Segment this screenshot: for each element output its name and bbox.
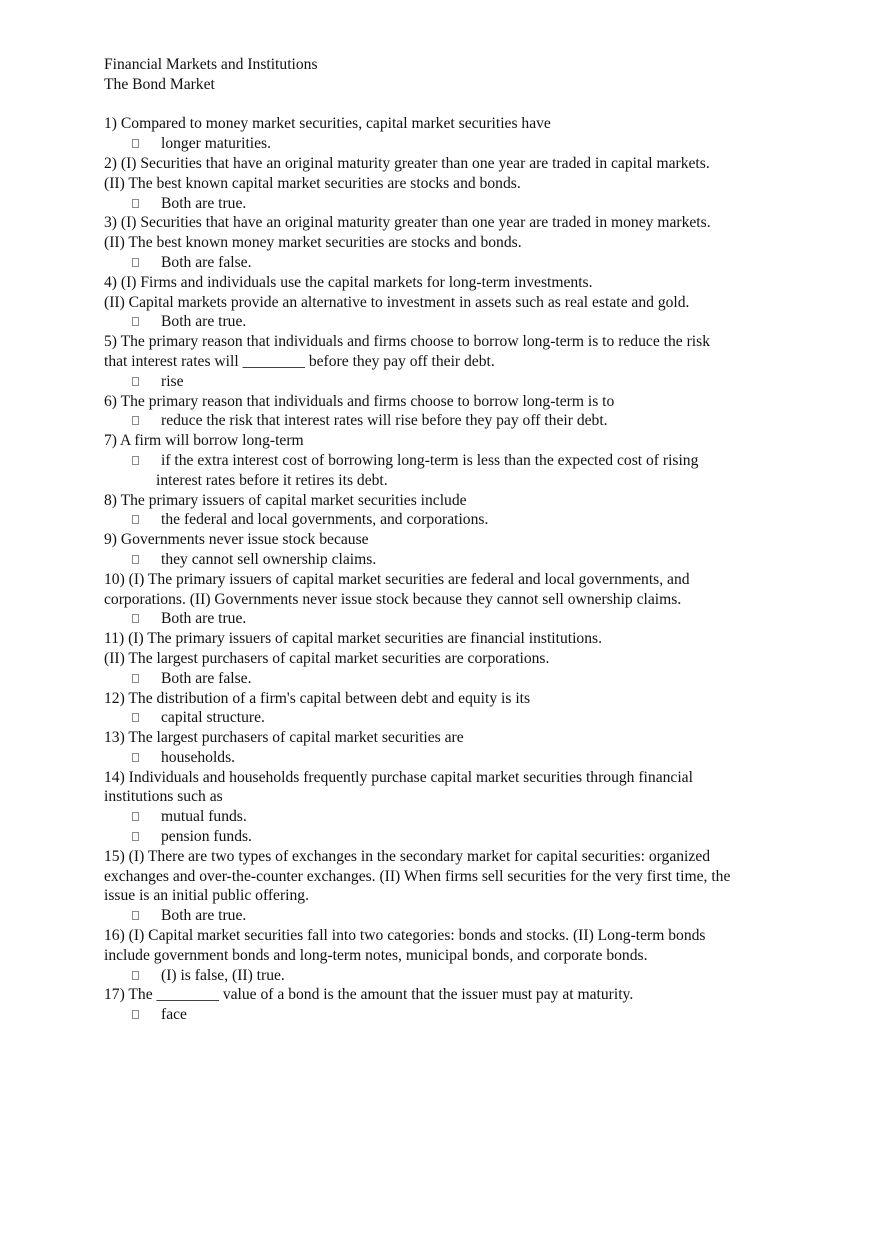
question-item <box>104 689 804 729</box>
answer-text: rise <box>161 372 184 390</box>
answer-text: the federal and local governments, and corporations. <box>161 511 489 529</box>
question-item <box>104 768 804 847</box>
checkbox-icon <box>132 258 139 267</box>
answer-option <box>104 134 804 154</box>
answer-option <box>104 708 804 728</box>
answer-option <box>104 827 804 847</box>
checkbox-icon <box>132 812 139 821</box>
checkbox-icon <box>132 377 139 386</box>
question-item <box>104 629 804 688</box>
answer-text: they cannot sell ownership claims. <box>161 550 377 568</box>
checkbox-icon <box>132 1010 139 1019</box>
answer-text: longer maturities. <box>161 135 271 153</box>
question-text: that interest rates will ________ before they pay off their debt. <box>104 352 495 370</box>
question-item <box>104 114 804 154</box>
answer-text: (I) is false, (II) true. <box>161 966 285 984</box>
question-text: exchanges and over-the-counter exchanges. (II) When firms sell securities for the very first time, the <box>104 867 731 885</box>
answer-text: face <box>161 1006 187 1024</box>
answer-text: Both are true. <box>161 313 247 331</box>
question-list <box>104 114 804 1025</box>
question-item <box>104 491 804 531</box>
question-item <box>104 332 804 391</box>
checkbox-icon <box>132 139 139 148</box>
question-text: 11) (I) The primary issuers of capital market securities are financial institutions. <box>104 630 602 648</box>
checkbox-icon <box>132 753 139 762</box>
question-text: 9) Governments never issue stock because <box>104 531 369 549</box>
answer-text: Both are true. <box>161 610 247 628</box>
answer-option <box>104 253 804 273</box>
question-item <box>104 985 804 1025</box>
question-text: 2) (I) Securities that have an original maturity greater than one year are traded in capital markets. <box>104 154 710 172</box>
checkbox-icon <box>132 832 139 841</box>
answer-text: Both are true. <box>161 194 247 212</box>
answer-option <box>104 748 804 768</box>
question-text: (II) Capital markets provide an alternative to investment in assets such as real estate and gold. <box>104 293 690 311</box>
checkbox-icon <box>132 911 139 920</box>
question-text: 14) Individuals and households frequently purchase capital market securities through financial <box>104 768 693 786</box>
question-text: 13) The largest purchasers of capital market securities are <box>104 729 464 747</box>
question-item <box>104 431 804 490</box>
checkbox-icon <box>132 317 139 326</box>
question-text: 4) (I) Firms and individuals use the capital markets for long-term investments. <box>104 273 593 291</box>
answer-option <box>104 194 804 214</box>
answer-option <box>104 966 804 986</box>
checkbox-icon <box>132 456 139 465</box>
question-text: 3) (I) Securities that have an original maturity greater than one year are traded in money markets. <box>104 214 711 232</box>
checkbox-icon <box>132 515 139 524</box>
question-text: corporations. (II) Governments never issue stock because they cannot sell ownership claims. <box>104 590 682 608</box>
answer-text: mutual funds. <box>161 808 247 826</box>
question-item <box>104 847 804 926</box>
answer-text: Both are true. <box>161 907 247 925</box>
answer-option <box>104 411 804 431</box>
checkbox-icon <box>132 199 139 208</box>
answer-text: Both are false. <box>161 669 252 687</box>
question-item <box>104 926 804 985</box>
question-item <box>104 530 804 570</box>
question-text: 5) The primary reason that individuals and firms choose to borrow long-term is to reduce the risk <box>104 333 710 351</box>
question-text: 10) (I) The primary issuers of capital market securities are federal and local governments, and <box>104 570 690 588</box>
question-text: (II) The largest purchasers of capital market securities are corporations. <box>104 649 550 667</box>
question-item <box>104 213 804 272</box>
answer-text: capital structure. <box>161 709 265 727</box>
question-item <box>104 273 804 332</box>
answer-option <box>104 906 804 926</box>
course-title: Financial Markets and Institutions <box>104 56 318 73</box>
answer-option <box>104 510 804 530</box>
answer-option <box>104 609 804 629</box>
question-text: (II) The best known capital market securities are stocks and bonds. <box>104 174 521 192</box>
question-text: 6) The primary reason that individuals and firms choose to borrow long-term is to <box>104 392 615 410</box>
answer-text: Both are false. <box>161 253 252 271</box>
checkbox-icon <box>132 416 139 425</box>
answer-option <box>104 372 804 392</box>
question-text: (II) The best known money market securities are stocks and bonds. <box>104 234 522 252</box>
document-page <box>104 55 804 1025</box>
answer-option <box>104 451 804 471</box>
answer-text: reduce the risk that interest rates will rise before they pay off their debt. <box>161 412 608 430</box>
question-text: 12) The distribution of a firm's capital between debt and equity is its <box>104 689 531 707</box>
checkbox-icon <box>132 713 139 722</box>
question-text: 17) The ________ value of a bond is the amount that the issuer must pay at maturity. <box>104 986 634 1004</box>
checkbox-icon <box>132 971 139 980</box>
question-item <box>104 570 804 629</box>
question-text: include government bonds and long-term notes, municipal bonds, and corporate bonds. <box>104 946 648 964</box>
checkbox-icon <box>132 555 139 564</box>
checkbox-icon <box>132 614 139 623</box>
answer-option <box>104 669 804 689</box>
chapter-title: The Bond Market <box>104 75 215 93</box>
question-text: 1) Compared to money market securities, capital market securities have <box>104 115 551 133</box>
answer-text-continuation: interest rates before it retires its debt. <box>156 471 388 489</box>
checkbox-icon <box>132 674 139 683</box>
question-item <box>104 728 804 768</box>
question-text: institutions such as <box>104 788 223 806</box>
question-text: 15) (I) There are two types of exchanges in the secondary market for capital securities: organized <box>104 847 711 865</box>
answer-option <box>104 807 804 827</box>
question-text: 16) (I) Capital market securities fall into two categories: bonds and stocks. (II) Long-term bonds <box>104 927 706 945</box>
answer-text: pension funds. <box>161 828 252 846</box>
question-text: 7) A firm will borrow long-term <box>104 432 304 450</box>
answer-text: if the extra interest cost of borrowing long-term is less than the expected cost of rising <box>161 451 699 469</box>
answer-option <box>104 312 804 332</box>
question-text: issue is an initial public offering. <box>104 887 309 905</box>
question-item <box>104 392 804 432</box>
answer-text: households. <box>161 748 236 766</box>
answer-option <box>104 550 804 570</box>
question-text: 8) The primary issuers of capital market securities include <box>104 491 467 509</box>
question-item <box>104 154 804 213</box>
answer-option <box>104 1005 804 1025</box>
